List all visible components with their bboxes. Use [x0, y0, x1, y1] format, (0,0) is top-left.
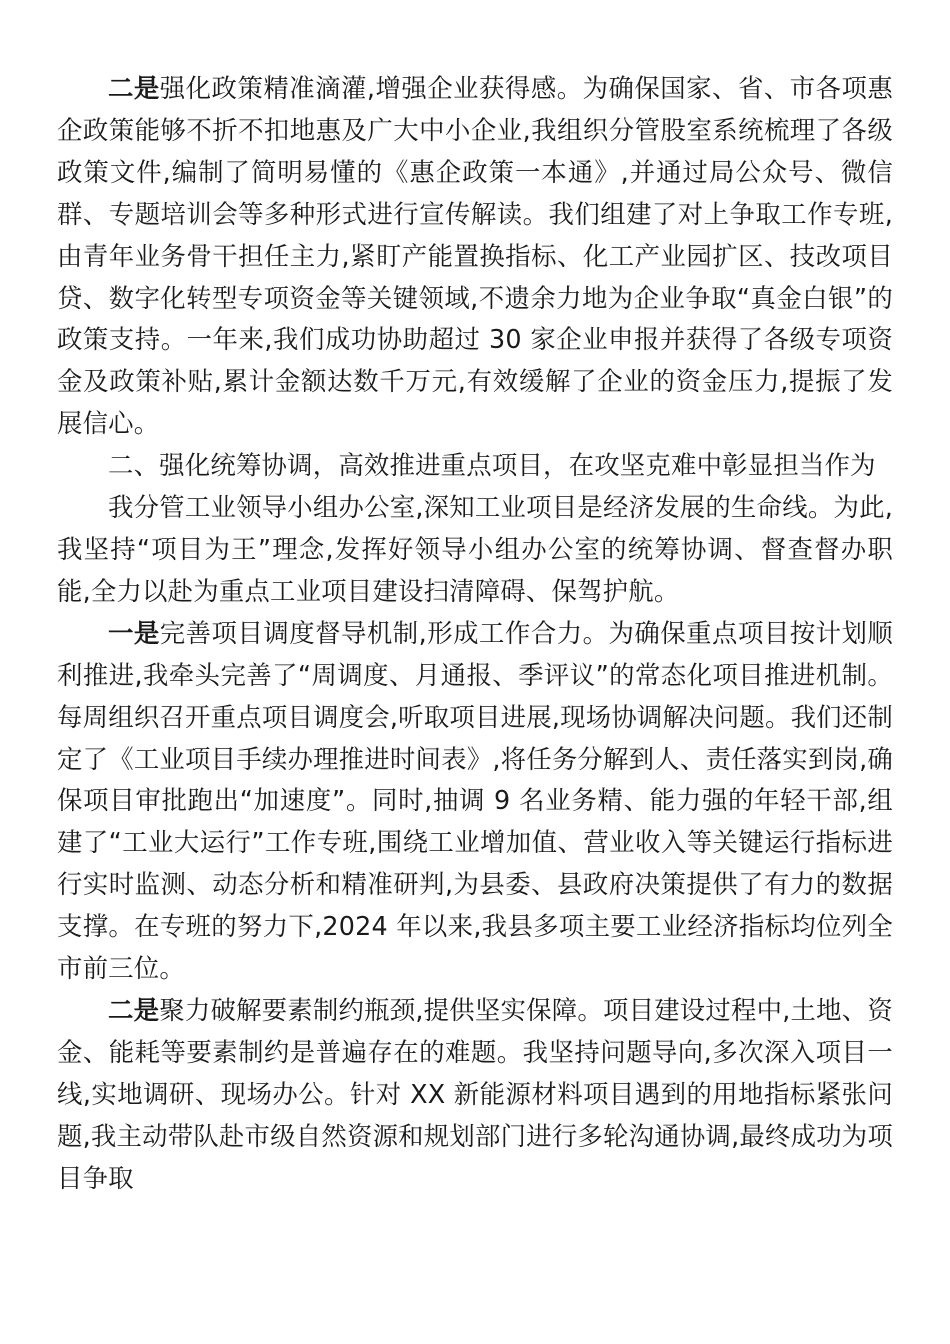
paragraph-lead: 一是: [108, 617, 160, 648]
paragraph-text: 我分管工业领导小组办公室,深知工业项目是经济发展的生命线。为此,我坚持“项目为王”理念,发挥好领导小组办公室的统筹协调、督查督办职能,全力以赴为重点工业项目建设扫清障碍、保驾护航。: [57, 492, 893, 606]
paragraph-factor-constraints: [57, 990, 893, 1200]
paragraph-lead: 二是: [108, 994, 160, 1025]
paragraph-text: 强化政策精准滴灌,增强企业获得感。为确保国家、省、市各项惠企政策能够不折不扣地惠及广大中小企业,我组织分管股室系统梳理了各级政策文件,编制了简明易懂的《惠企政策一本通》,并通过局公众号、微信群、专题培训会等多种形式进行宣传解读。我们组建了对上争取工作专班,由青年业务骨干担任主力,紧盯产能置换指标、化工产业园扩区、技改项目贷、数字化转型专项资金等关键领域,不遗余力地为企业争取“真金白银”的政策支持。一年来,我们成功协助超过 30 家企业申报并获得了各级专项资金及政策补贴,累计金额达数千万元,有效缓解了企业的资金压力,提振了发展信心。: [57, 73, 893, 439]
paragraph-lead: 二是: [108, 73, 160, 103]
paragraph-text: 聚力破解要素制约瓶颈,提供坚实保障。项目建设过程中,土地、资金、能耗等要素制约是普遍存在的难题。我坚持问题导向,多次深入项目一线,实地调研、现场办公。针对 XX 新能源材料项目遇到的用地指标紧张问题,我主动带队赴市级自然资源和规划部门进行多轮沟通协调,最终成功为项目争取: [57, 994, 893, 1193]
paragraph-policy-support: [57, 68, 893, 445]
section-heading: 二、强化统筹协调，高效推进重点项目，在攻坚克难中彰显担当作为: [108, 450, 876, 481]
paragraph-intro: [57, 487, 893, 613]
document-body: [57, 68, 893, 1199]
paragraph-text: 完善项目调度督导机制,形成工作合力。为确保重点项目按计划顺利推进,我牵头完善了“周调度、月通报、季评议”的常态化项目推进机制。每周组织召开重点项目调度会,听取项目进展,现场协调解决问题。我们还制定了《工业项目手续办理推进时间表》,将任务分解到人、责任落实到岗,确保项目审批跑出“加速度”。同时,抽调 9 名业务精、能力强的年轻干部,组建了“工业大运行”工作专班,围绕工业增加值、营业收入等关键运行指标进行实时监测、动态分析和精准研判,为县委、县政府决策提供了有力的数据支撑。在专班的努力下,2024 年以来,我县多项主要工业经济指标均位列全市前三位。: [57, 617, 893, 984]
paragraph-project-scheduling: [57, 613, 893, 990]
